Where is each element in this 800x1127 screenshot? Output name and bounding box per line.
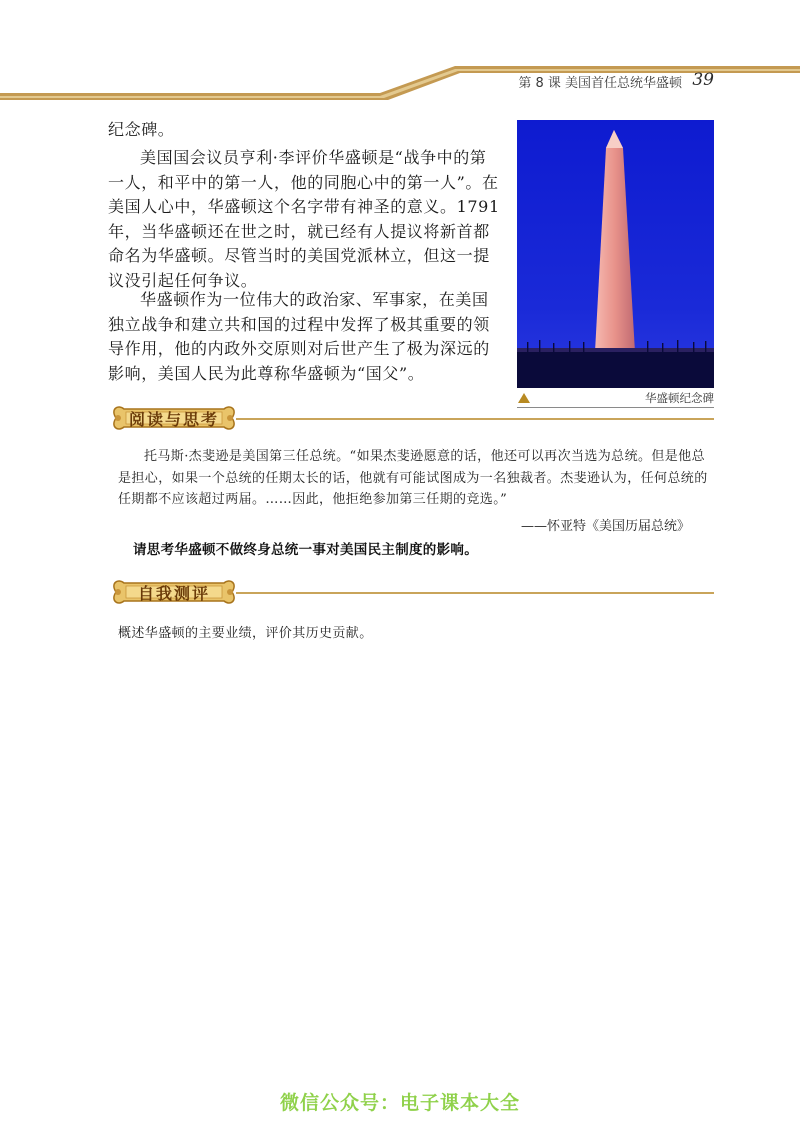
washington-monument-photo [517, 120, 714, 388]
body-paragraph-1: 纪念碑。 [108, 120, 175, 139]
reading-question: 请思考华盛顿不做终身总统一事对美国民主制度的影响。 [133, 542, 478, 558]
self-assessment-title: 自我测评 [137, 583, 210, 603]
reading-section-badge [108, 403, 240, 433]
self-assessment-rule [236, 592, 714, 594]
reading-attribution: ——怀亚特《美国历届总统》 [520, 519, 690, 534]
self-assessment-task: 概述华盛顿的主要业绩，评价其历史贡献。 [118, 626, 373, 641]
reading-quote: 托马斯·杰斐逊是美国第三任总统。“如果杰斐逊愿意的话，他还可以再次当选为总统。但是他总是担心，如果一个总统的任期太长的话，他就有可能试图成为一名独裁者。杰斐逊认为，任何总统的任期都不应该超过两届。……因此，他拒绝参加第三任期的竞选。” [118, 449, 708, 507]
body-paragraph-2: 美国国会议员亨利·李评价华盛顿是“战争中的第一人，和平中的第一人，他的同胞心中的第一人”。在美国人心中，华盛顿这个名字带有神圣的意义。1791 年，当华盛顿还在世之时，就已经有人提议将新首都命名为华盛顿。尽管当时的美国党派林立，但这一提议没引起任何争议。 [108, 148, 500, 290]
watermark: 微信公众号：电子课本大全 [279, 1092, 520, 1114]
lesson-header-title: 第 8 课 美国首任总统华盛顿 [518, 76, 682, 91]
figure-caption: 华盛顿纪念碑 [645, 391, 714, 405]
page-number: 39 [692, 70, 714, 90]
reading-section-title: 阅读与思考 [128, 409, 219, 429]
caption-marker-icon [518, 393, 530, 403]
reading-section-rule [236, 418, 714, 420]
body-paragraph-3: 华盛顿作为一位伟大的政治家、军事家，在美国独立战争和建立共和国的过程中发挥了极其重要的领导作用，他的内政外交原则对后世产生了极为深远的影响，美国人民为此尊称华盛顿为“国父”。 [108, 290, 490, 383]
self-assessment-badge [108, 577, 240, 607]
